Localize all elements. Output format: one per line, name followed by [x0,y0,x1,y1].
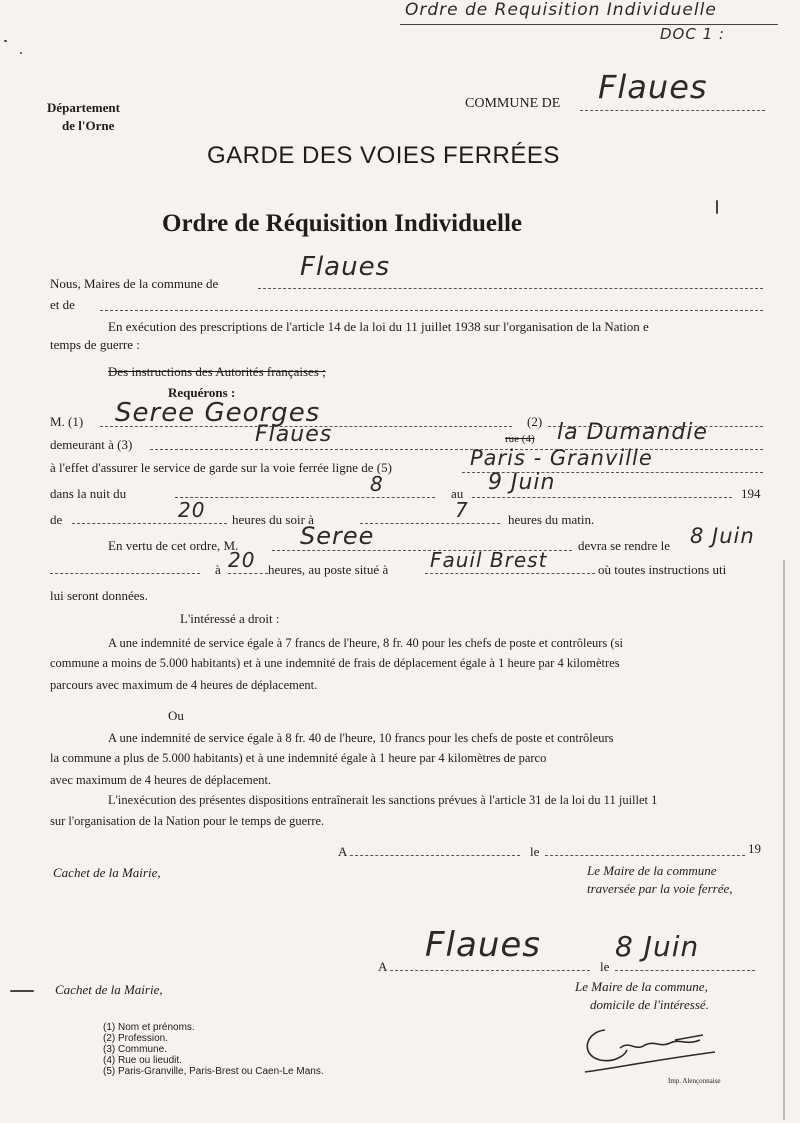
cachet-2: Cachet de la Mairie, [55,982,163,997]
commune-value: Flaues [598,68,708,106]
footnote-1: (1) Nom et prénoms. [103,1022,195,1033]
footer-a2-value: Flaues [425,925,542,965]
departement-label: Département [47,100,120,115]
footer-le1: le [530,844,540,859]
footer-le2-line [615,970,755,971]
execution-text: En exécution des prescriptions de l'article 14 de la loi du 11 juillet 1938 sur l'organisation de la Nation e [108,319,649,334]
annee-label: 194 [741,486,761,501]
a-heures-value: 20 [228,548,256,572]
a-label: à [215,562,221,577]
de-label: de [50,512,63,527]
heures-matin-label: heures du matin. [508,512,595,527]
requerons-label: Requérons : [168,385,236,400]
vertu-label: En vertu de cet ordre, M. [108,538,239,553]
footer-le2: le [600,959,610,974]
service-label: à l'effet d'assurer le service de garde sur la voie ferrée ligne de (5) [50,460,392,475]
au-label: au [451,486,464,501]
a-line [360,523,500,524]
service-value: Paris - Granville [470,446,653,470]
para2: A une indemnité de service égale à 8 fr. 40 de l'heure, 10 francs pour les chefs de poste et contrôleurs [108,731,614,745]
page-edge [783,560,785,1120]
main-title: GARDE DES VOIES FERRÉES [207,142,560,169]
et-de-label: et de [50,297,75,312]
footnote-2: (2) Profession. [103,1033,169,1044]
rue-label: rue (4) [505,433,535,445]
vertu-value: Seree [300,522,375,550]
footer-le2-value: 8 Juin [615,930,700,963]
footer-le1-line [545,855,745,856]
departement-label-2: de l'Orne [62,118,115,133]
donnees-text: lui seront données. [50,588,148,603]
heures-soir-label: heures du soir à [232,512,314,527]
imprint: Imp. Alençonnaise [668,1077,721,1085]
footer-19: 19 [748,841,761,856]
a-value: 7 [455,498,469,522]
scan-mark [716,200,718,214]
heures-poste-label: heures, au poste situé à [268,562,389,577]
a-heures-line [228,573,268,574]
devra-value: 8 Juin [690,524,755,548]
commune-line [580,110,765,111]
instructions-util: où toutes instructions uti [598,562,727,577]
scan-speck [4,40,7,42]
rue-value: la Dumandie [557,420,708,445]
subtitle: Ordre de Réquisition Individuelle [162,210,523,237]
para2c: avec maximum de 4 heures de déplacement. [50,773,272,787]
maires-label: Nous, Maires de la commune de [50,276,219,291]
m-label: M. (1) [50,414,84,429]
annotation-title: Ordre de Requisition Individuelle [405,0,717,20]
para3: L'inexécution des présentes dispositions entraînerait les sanctions prévues à l'article 31 de la loi du 11 juillet 1 [108,793,658,807]
devra-label: devra se rendre le [578,538,671,553]
para3b: sur l'organisation de la Nation pour le temps de guerre. [50,814,325,828]
para1b: commune a moins de 5.000 habitants) et à une indemnité de frais de déplacement égale à 1 heure par 4 kilomètres [50,656,620,670]
demeurant-line [150,449,763,450]
poste-value: Fauil Brest [430,548,548,572]
demeurant-label: demeurant à (3) [50,437,133,452]
annotation-doc: DOC 1 : [660,25,725,43]
nuit-line [175,497,435,498]
para2b: la commune a plus de 5.000 habitants) et à une indemnité égale à 1 heure par 4 kilomètres de parco [50,751,547,765]
footnote-3: (3) Commune. [103,1044,167,1055]
footer-a2: A [378,959,388,974]
execution-text-2: temps de guerre : [50,337,140,352]
de-value: 20 [178,498,206,522]
footnote-4: (4) Rue ou lieudit. [103,1055,182,1066]
m-value: Seree Georges [115,398,321,428]
para1: A une indemnité de service égale à 7 francs de l'heure, 8 fr. 40 pour les chefs de poste et contrôleurs (si [108,636,623,650]
commune-label: COMMUNE DE [465,96,561,111]
maire-1b: traversée par la voie ferrée, [587,881,733,896]
footnotes [103,1022,324,1077]
footer-a1-line [350,855,520,856]
footer-a2-line [390,970,590,971]
interesse-text: L'intéressé a droit : [180,611,280,626]
au-line [472,497,732,498]
demeurant-value: Flaues [255,422,333,447]
date-line [50,573,200,574]
maire-2: Le Maire de la commune, [575,979,708,994]
poste-line [425,573,595,574]
footnote-5: (5) Paris-Granville, Paris-Brest ou Caen-Le Mans. [103,1066,324,1077]
scan-speck [20,52,22,54]
m2-label: (2) [527,414,543,429]
cachet-1: Cachet de la Mairie, [53,865,161,880]
mayor-signature [575,1010,725,1080]
au-value: 9 Juin [488,470,556,495]
maire-1: Le Maire de la commune [587,863,717,878]
maire-2b: domicile de l'intéressé. [590,997,709,1012]
et-de-line [100,310,763,311]
de-line [72,523,227,524]
footer-a1: A [338,844,348,859]
nuit-label: dans la nuit du [50,486,127,501]
para1c: parcours avec maximum de 4 heures de déplacement. [50,678,318,692]
scan-dash [10,990,34,992]
maires-value: Flaues [300,252,391,282]
instructions-text: Des instructions des Autorités françaises ; [108,364,326,379]
maires-line [258,288,763,289]
ou-label: Ou [168,708,184,723]
nuit-value: 8 [370,472,384,496]
